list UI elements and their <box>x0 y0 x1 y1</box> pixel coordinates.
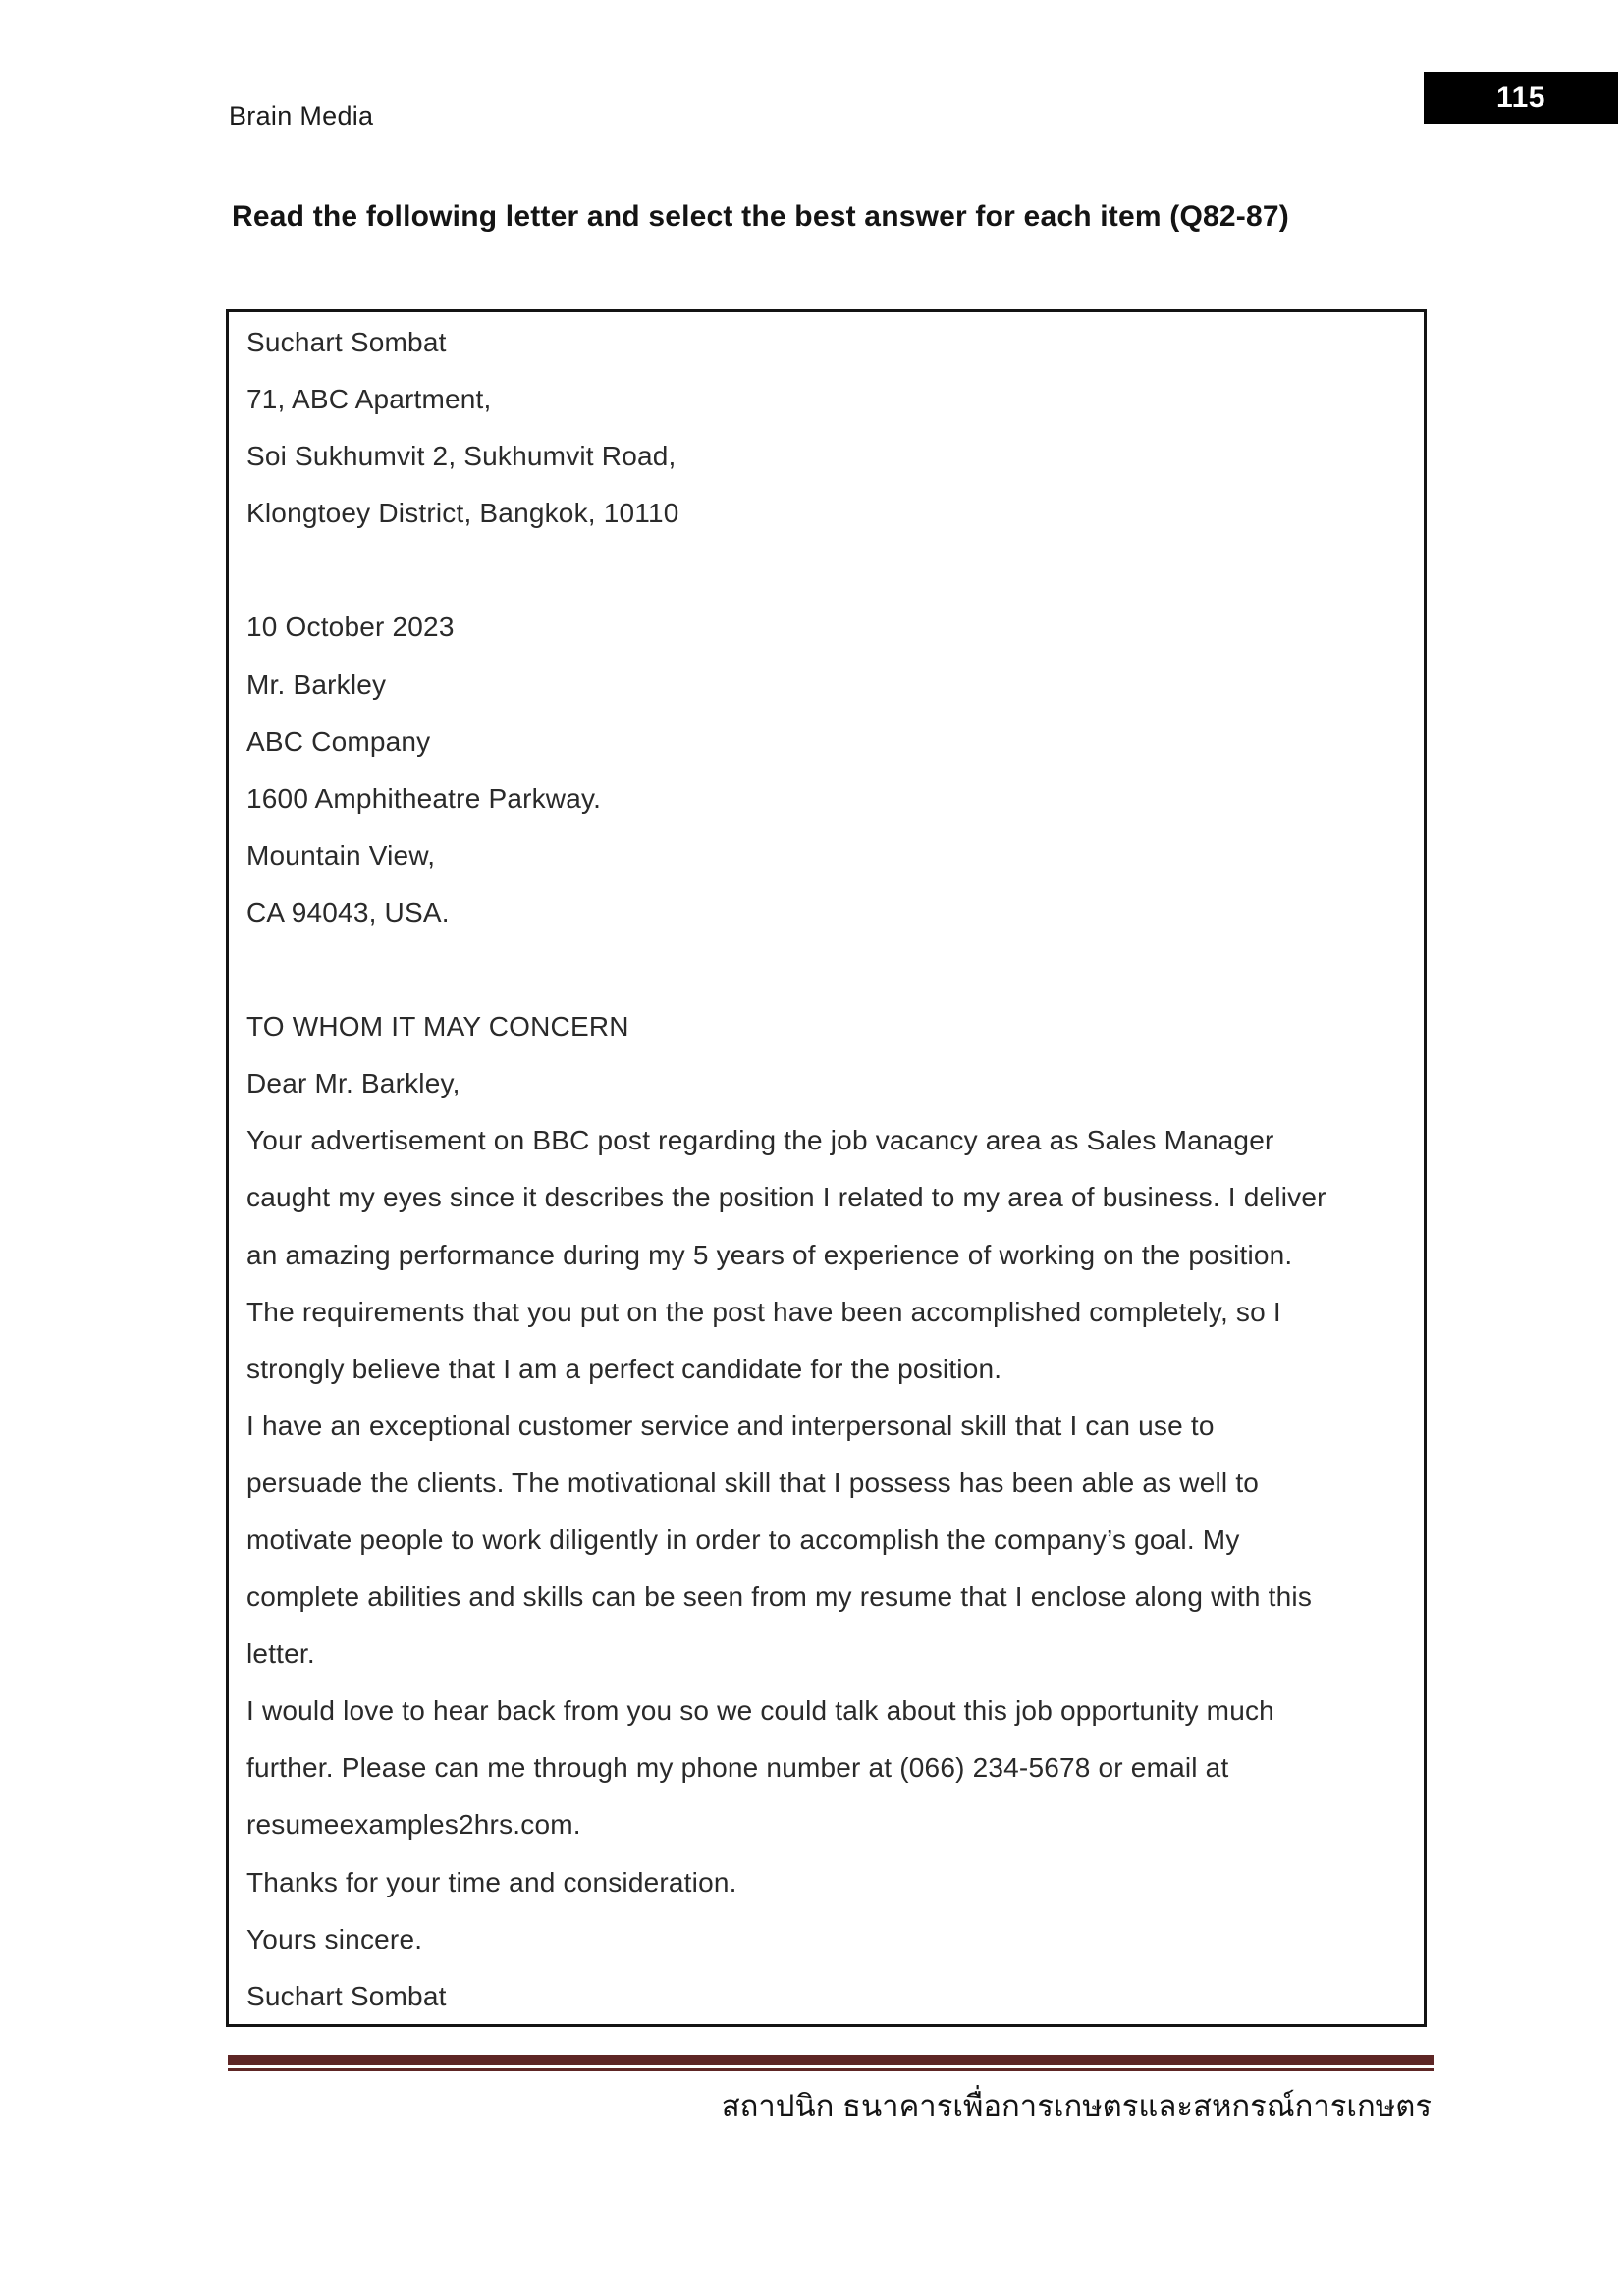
footer-rule-thin <box>228 2068 1434 2071</box>
letter-line: complete abilities and skills can be seen from my resume that I enclose along with this <box>246 1581 1313 1613</box>
page-number: 115 <box>1496 80 1545 114</box>
section-heading: Read the following letter and select the best answer for each item (Q82-87) <box>232 200 1289 233</box>
letter-line: I would love to hear back from you so we could talk about this job opportunity much <box>246 1695 1274 1727</box>
letter-line: ABC Company <box>246 725 431 757</box>
header-brand: Brain Media <box>229 101 374 131</box>
page-number-badge <box>1424 72 1618 124</box>
letter-line: caught my eyes since it describes the position I related to my area of business. I deliver <box>246 1182 1326 1213</box>
letter-line: Yours sincere. <box>246 1923 423 1954</box>
letter-line: letter. <box>246 1638 315 1670</box>
letter-line: Thanks for your time and consideration. <box>246 1866 737 1897</box>
letter-line: Mr. Barkley <box>246 668 387 700</box>
letter-line: Klongtoey District, Bangkok, 10110 <box>246 498 679 529</box>
letter-line <box>246 542 1406 599</box>
letter-line: Dear Mr. Barkley, <box>246 1068 460 1099</box>
letter-line: persuade the clients. The motivational skill that I possess has been able as well to <box>246 1467 1260 1498</box>
letter-line: The requirements that you put on the post have been accomplished completely, so I <box>246 1296 1281 1327</box>
letter-line: Suchart Sombat <box>246 327 447 357</box>
letter-line: 1600 Amphitheatre Parkway. <box>246 782 602 814</box>
letter-line: Soi Sukhumvit 2, Sukhumvit Road, <box>246 441 677 472</box>
letter-line: 10 October 2023 <box>246 612 455 643</box>
letter-line: CA 94043, USA. <box>246 896 450 928</box>
letter-line <box>246 941 1406 998</box>
letter-line: Mountain View, <box>246 839 436 871</box>
letter-line: Suchart Sombat <box>246 1980 447 2011</box>
letter-line: resumeexamples2hrs.com. <box>246 1809 581 1841</box>
letter-line: I have an exceptional customer service and interpersonal skill that I can use to <box>246 1410 1215 1441</box>
letter-line: strongly believe that I am a perfect candidate for the position. <box>246 1353 1002 1384</box>
letter-line: further. Please can me through my phone number at (066) 234-5678 or email at <box>246 1752 1229 1784</box>
footer-rule-thick <box>228 2055 1434 2065</box>
letter-line: 71, ABC Apartment, <box>246 384 492 415</box>
footer-text: สถาปนิก ธนาคารเพื่อการเกษตรและสหกรณ์การเกษตร <box>721 2089 1432 2123</box>
letter-line: TO WHOM IT MAY CONCERN <box>246 1011 629 1042</box>
letter-line: Your advertisement on BBC post regarding the job vacancy area as Sales Manager <box>246 1125 1274 1156</box>
letter-box <box>226 309 1427 2027</box>
letter-line: motivate people to work diligently in order to accomplish the company’s goal. My <box>246 1523 1240 1555</box>
letter-line: an amazing performance during my 5 years of experience of working on the position. <box>246 1239 1293 1270</box>
